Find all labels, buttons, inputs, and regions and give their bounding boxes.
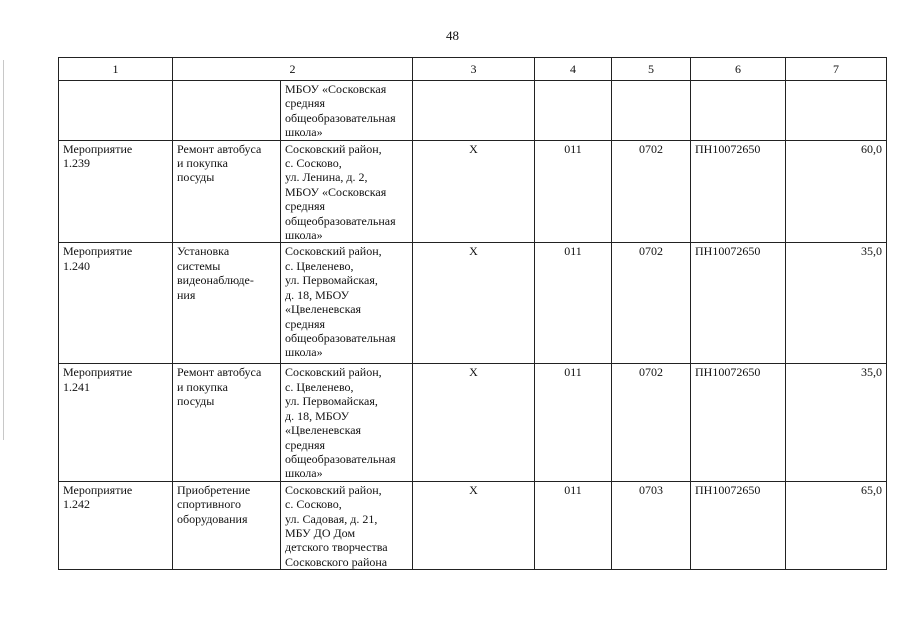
location-cell: Сосковский район, с. Цвеленево, ул. Первомайская, д. 18, МБОУ «Цвеленевская средняя общеобразовательная школа» <box>281 243 413 364</box>
table-row <box>59 481 887 569</box>
event-cell: Мероприятие 1.242 <box>59 481 173 569</box>
header-cell: 6 <box>691 58 786 81</box>
table-row <box>59 243 887 364</box>
event-cell: Мероприятие 1.240 <box>59 243 173 364</box>
amount-cell: 60,0 <box>786 140 887 243</box>
mark-cell: Х <box>413 140 535 243</box>
table-row <box>59 364 887 481</box>
code1-cell: 011 <box>535 243 612 364</box>
code3-cell: ПН10072650 <box>691 140 786 243</box>
name-cell: Ремонт автобуса и покупка посуды <box>173 140 281 243</box>
header-cell: 1 <box>59 58 173 81</box>
table-row <box>59 140 887 243</box>
code3-cell: ПН10072650 <box>691 481 786 569</box>
event-cell <box>59 81 173 141</box>
location-cell: Сосковский район, с. Сосково, ул. Ленина, д. 2, МБОУ «Сосковская средняя общеобразовательная школа» <box>281 140 413 243</box>
page-number: 48 <box>446 28 459 43</box>
code3-cell: ПН10072650 <box>691 243 786 364</box>
amount-cell: 35,0 <box>786 364 887 481</box>
code2-cell: 0702 <box>612 243 691 364</box>
code1-cell: 011 <box>535 364 612 481</box>
code3-cell: ПН10072650 <box>691 364 786 481</box>
name-cell <box>173 81 281 141</box>
code2-cell <box>612 81 691 141</box>
header-cell: 3 <box>413 58 535 81</box>
event-cell: Мероприятие 1.239 <box>59 140 173 243</box>
code3-cell <box>691 81 786 141</box>
code1-cell: 011 <box>535 140 612 243</box>
name-cell: Установка системы видеонаблюде- ния <box>173 243 281 364</box>
name-cell: Приобретение спортивного оборудования <box>173 481 281 569</box>
amount-cell: 35,0 <box>786 243 887 364</box>
mark-cell: Х <box>413 243 535 364</box>
header-cell: 4 <box>535 58 612 81</box>
table-header-row <box>59 58 887 81</box>
mark-cell: Х <box>413 481 535 569</box>
location-cell: Сосковский район, с. Сосково, ул. Садовая, д. 21, МБУ ДО Дом детского творчества Сосковского района <box>281 481 413 569</box>
code1-cell <box>535 81 612 141</box>
code1-cell: 011 <box>535 481 612 569</box>
budget-table <box>58 57 887 570</box>
amount-cell <box>786 81 887 141</box>
event-cell: Мероприятие 1.241 <box>59 364 173 481</box>
code2-cell: 0702 <box>612 364 691 481</box>
code2-cell: 0703 <box>612 481 691 569</box>
mark-cell <box>413 81 535 141</box>
location-cell: МБОУ «Сосковская средняя общеобразовательная школа» <box>281 81 413 141</box>
code2-cell: 0702 <box>612 140 691 243</box>
location-cell: Сосковский район, с. Цвеленево, ул. Первомайская, д. 18, МБОУ «Цвеленевская средняя общеобразовательная школа» <box>281 364 413 481</box>
mark-cell: Х <box>413 364 535 481</box>
header-cell: 5 <box>612 58 691 81</box>
header-cell: 7 <box>786 58 887 81</box>
amount-cell: 65,0 <box>786 481 887 569</box>
header-cell: 2 <box>173 58 413 81</box>
table-row-continuation <box>59 81 887 141</box>
name-cell: Ремонт автобуса и покупка посуды <box>173 364 281 481</box>
scan-margin-line <box>3 60 4 440</box>
